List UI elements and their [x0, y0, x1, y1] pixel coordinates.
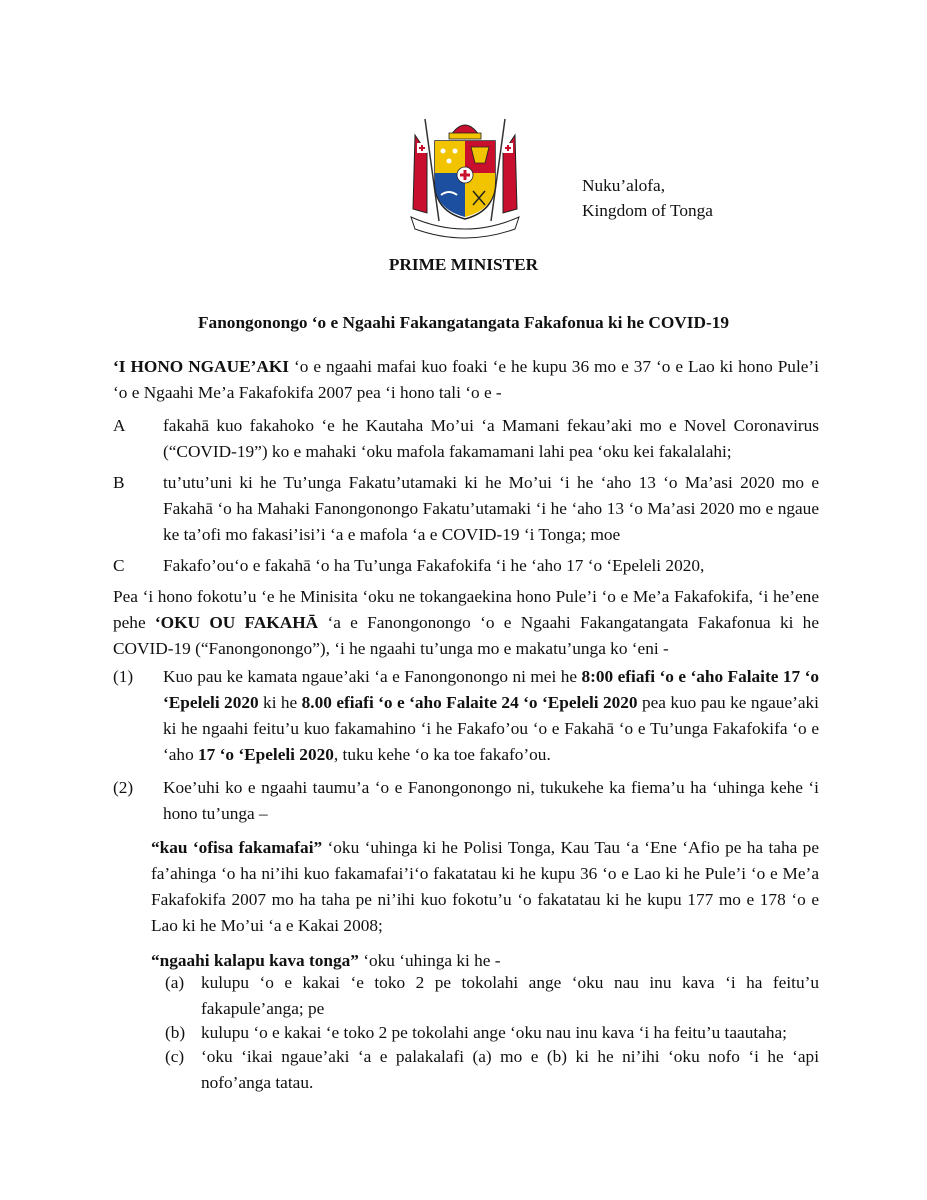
clause-date-end: 8.00 efiafi ‘o e ‘aho Falaite 24 ‘o ‘Epeleli 2020 — [301, 693, 638, 712]
definition-authorized-officers — [151, 835, 819, 939]
recital-text: fakahā kuo fakahoko ‘e he Kautaha Mo’ui ‘a Mamani fekau’aki mo e Novel Coronavirus (“COVID-19”) ko e mahaki ‘oku mafola fakamamani lahi pea ‘oku kei fakalalahi; — [163, 416, 819, 461]
clause-date-start: 8:00 efiafi ‘o e ‘aho Falaite 17 ‘o ‘Epeleli 2020 — [163, 667, 819, 712]
declaration-bold: ‘OKU OU FAKAHĀ — [154, 613, 319, 632]
definition-text: ‘oku ‘uhinga ki he Polisi Tonga, Kau Tau ‘a ‘Ene ‘Afio pe ha taha pe fa’ahinga ‘o ha ni’ihi kuo fakamafai’i‘o fakatatau ki he kupu 36 ‘o e Lao ki he Pule’i ‘o e Me’a Fakafokifa 2007 mo ha taha pe ni’ihi kuo fokotu’u ‘o fakatatau ki he kupu 177 mo e 178 ‘o e Lao ki he Mo’ui ‘a e Kakai 2008; — [151, 838, 819, 935]
clause-1 — [113, 664, 819, 768]
definition-term: “ngaahi kalapu kava tonga” — [151, 951, 359, 970]
item-text: kulupu ‘o e kakai ‘e toko 2 pe tokolahi ange ‘oku nau inu kava ‘i ha feitu’u fakapule’anga; pe — [201, 973, 819, 1018]
definition-item-a — [165, 970, 819, 1022]
recital-c — [113, 553, 819, 579]
preamble-text: ‘o e ngaahi mafai kuo foaki ‘e he kupu 36 mo e 37 ‘o e Lao ki hono Pule’i ‘o e Ngaahi Me’a Fakafokifa 2007 pea ‘i hono tali ‘o e - — [113, 357, 819, 402]
recital-label: A — [113, 416, 126, 435]
definition-term: “kau ‘ofisa fakamafai” — [151, 838, 323, 857]
recital-b — [113, 470, 819, 548]
item-text: kulupu ‘o e kakai ‘e toko 2 pe tokolahi ange ‘oku nau inu kava ‘i ha feitu’u taautaha; — [201, 1023, 787, 1042]
recital-text: tu’utu’uni ki he Tu’unga Fakatu’utamaki ki he Mo’ui ‘i he ‘aho 13 ‘o Ma’asi 2020 mo e Fakahā ‘o ha Mahaki Fanongonongo Fakatu’utamaki ‘i he ‘aho 13 ‘o Ma’asi 2020 mo e ngaue ke ta’ofi mo fakasi’isi’i ‘a e mafola ‘a e COVID-19 ‘i Tonga; moe — [163, 473, 819, 544]
recital-label: C — [113, 556, 125, 575]
clause-text-part: Kuo pau ke kamata ngaue’aki ‘a e Fanongonongo ni mei he — [163, 667, 582, 686]
clause-text: Koe’uhi ko e ngaahi taumu’a ‘o e Fanongonongo ni, tukukehe ka fiema’u ha ‘uhinga kehe ‘i hono tu’unga – — [163, 778, 819, 823]
definition-item-b — [165, 1020, 819, 1046]
tonga-coat-of-arms-icon — [405, 113, 525, 241]
location-block — [582, 173, 713, 223]
clause-date-ref: 17 ‘o ‘Epeleli 2020 — [198, 745, 334, 764]
definition-item-c — [165, 1044, 819, 1096]
document-title: Fanongonongo ‘o e Ngaahi Fakangatangata Fakafonua ki he COVID-19 — [198, 313, 729, 332]
clause-label: (2) — [113, 778, 134, 797]
clause-text-part: , tuku kehe ‘o ka toe fakafo’ou. — [333, 745, 551, 764]
clause-text-part: pea kuo pau ke ngaue’aki ki he ngaahi feitu’u kuo fakamahino ‘i he Fakafo’ou ‘o e Fakahā ‘o e Tu’unga Fakafokifa ‘o e ‘aho — [163, 693, 819, 764]
item-label: (a) — [165, 973, 185, 992]
clause-label: (1) — [113, 667, 134, 686]
item-text: ‘oku ‘ikai ngaue’aki ‘a e palakalafi (a) mo e (b) ki he ni’ihi ‘oku nofo ‘i he ‘api nofo’anga tatau. — [201, 1047, 819, 1092]
preamble-paragraph — [113, 354, 819, 406]
clause-text — [163, 664, 819, 768]
declaration-text-1: Pea ‘i hono fokotu’u ‘e he Minisita ‘oku ne tokangaekina hono Pule’i ‘o e Me’a Fakafokifa, ‘i he’ene pehe — [113, 587, 819, 632]
item-label: (c) — [165, 1047, 185, 1066]
clause-2 — [113, 775, 819, 827]
definition-text: ‘oku ‘uhinga ki he - — [358, 951, 501, 970]
declaration-paragraph — [113, 584, 819, 662]
preamble-lead: ‘I HONO NGAUE’AKI — [113, 357, 290, 376]
recital-a — [113, 413, 819, 465]
office-heading: PRIME MINISTER — [388, 255, 539, 274]
item-label: (b) — [165, 1023, 186, 1042]
recital-text: Fakafo’ou‘o e fakahā ‘o ha Tu’unga Fakafokifa ‘i he ‘aho 17 ‘o ‘Epeleli 2020, — [163, 556, 705, 575]
clause-text-part: ki he — [258, 693, 302, 712]
recital-label: B — [113, 473, 125, 492]
declaration-text-2: ‘a e Fanongonongo ‘o e Ngaahi Fakangatangata Fakafonua ki he COVID-19 (“Fanongonongo”), ‘i he ngaahi tu’unga mo e makatu’unga ko ‘eni - — [113, 613, 819, 658]
location-city: Nuku’alofa, — [582, 176, 666, 195]
location-country: Kingdom of Tonga — [582, 201, 713, 220]
